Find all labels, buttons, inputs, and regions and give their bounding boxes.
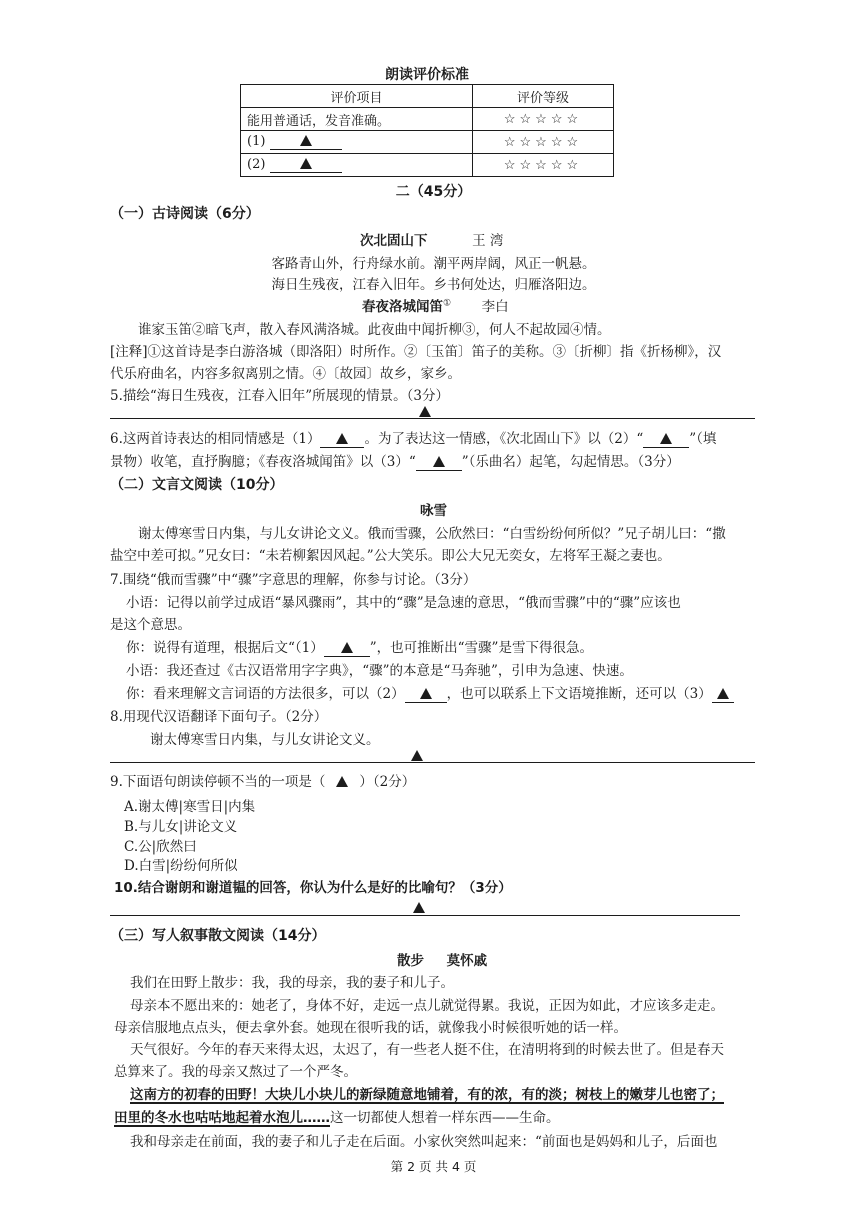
poem1-line-2: 海日生残夜，江春入旧年。乡书何处达，归雁洛阳边。 [271, 277, 596, 293]
eval-item-label: (2) [247, 157, 266, 172]
eval-table-title: 朗读评价标准 [385, 67, 469, 83]
part3-title: 散步 [397, 953, 424, 969]
part3-heading: （三）写人叙事散文阅读（14分） [110, 928, 326, 944]
header-item: 评价项目 [241, 85, 473, 108]
table-row [241, 85, 614, 108]
star-rating: ☆☆☆☆☆ [473, 154, 614, 177]
question-6-line-1 [110, 427, 716, 448]
notes-line-2: 代乐府曲名，内容多叙离别之情。④〔故园〕故乡，家乡。 [110, 366, 461, 382]
eval-item-2 [241, 154, 473, 177]
poem1-line-1: 客路青山外，行舟绿水前。潮平两岸阔，风正一帆悬。 [271, 256, 596, 272]
triangle-icon [420, 688, 432, 699]
q9-option-a: A.谢太傅|寒雪日|内集 [124, 799, 256, 815]
prose-paragraph-2-line-1: 母亲本不愿出来的：她老了，身体不好，走远一点儿就觉得累。我说，正因为如此，才应该多走走。 [130, 998, 724, 1014]
answer-blank[interactable] [270, 134, 342, 150]
notes-line-1: [注释]①这首诗是李白游洛城（即洛阳）时所作。②〔玉笛〕笛子的美称。③〔折柳〕指《折杨柳》，汉 [110, 344, 722, 360]
answer-blank[interactable] [270, 157, 342, 173]
table-row [241, 154, 614, 177]
triangle-icon [300, 135, 312, 146]
prose-paragraph-1: 我们在田野上散步：我，我的母亲，我的妻子和儿子。 [130, 975, 454, 991]
answer-line[interactable] [110, 762, 755, 763]
triangle-icon [411, 750, 423, 761]
prose-paragraph-4-line-2 [114, 1106, 560, 1126]
answer-blank[interactable] [416, 454, 462, 471]
eval-item-1 [241, 131, 473, 154]
q7-text: ，也可以联系上下文语境推断，还可以（3） [446, 686, 712, 702]
triangle-icon [433, 456, 445, 467]
q9-text: ）（2分） [359, 774, 416, 790]
triangle-icon [336, 776, 348, 787]
prose-paragraph-3-line-1: 天气很好。今年的春天来得太迟，太迟了，有一些老人挺不住，在清明将到的时候去世了。但是春天 [130, 1042, 724, 1058]
prose-text: 这一切都使人想着一样东西——生命。 [330, 1110, 560, 1126]
triangle-icon [300, 158, 312, 169]
q7-dialogue-1: 小语：记得以前学过成语“暴风骤雨”，其中的“骤”是急速的意思，“俄而雪骤”中的“骤”应该也 [126, 595, 681, 611]
triangle-icon [341, 642, 353, 653]
poem2-text: 谁家玉笛②暗飞声，散入春风满洛城。此夜曲中闻折柳③，何人不起故园④情。 [138, 322, 611, 338]
q8-sentence: 谢太傅寒雪日内集，与儿女讲论文义。 [150, 732, 380, 748]
section-title: 二（45分） [395, 184, 472, 200]
page-number: 第 2 页 共 4 页 [390, 1159, 477, 1174]
prose-paragraph-2-line-2: 母亲信服地点点头，便去拿外套。她现在很听我的话，就像我小时候很听她的话一样。 [114, 1020, 627, 1036]
answer-line[interactable] [110, 418, 755, 419]
prose-paragraph-5: 我和母亲走在前面，我的妻子和儿子走在后面。小家伙突然叫起来：“前面也是妈妈和儿子，后面也 [130, 1134, 718, 1150]
eval-item-label: (1) [247, 134, 266, 149]
question-5: 5.描绘“海日生残夜，江春入旧年”所展现的情景。（3分） [110, 388, 450, 404]
answer-blank[interactable] [320, 431, 364, 448]
poem2-author: 李白 [481, 299, 509, 315]
part3-author: 莫怀戚 [446, 953, 488, 969]
question-7: 7.围绕“俄而雪骤”中“骤”字意思的理解，你参与讨论。（3分） [110, 572, 477, 588]
q9-text: 9.下面语句朗读停顿不当的一项是（ [110, 774, 326, 790]
triangle-icon [717, 688, 729, 699]
q7-dialogue-4: 小语：我还查过《古汉语常用字字典》，“骤”的本意是“马奔驰”，引申为急速、快速。 [126, 663, 633, 679]
part2-title: 咏雪 [420, 503, 447, 519]
q7-text: 你：说得有道理，根据后文“（1） [126, 640, 324, 656]
q7-text: 你：看来理解文言词语的方法很多，可以（2） [126, 686, 405, 702]
q9-option-c: C.公|欣然曰 [124, 839, 197, 855]
q6-text-a: 6.这两首诗表达的相同情感是（1） [110, 431, 321, 447]
question-9 [110, 770, 415, 790]
triangle-icon [413, 902, 425, 913]
answer-blank[interactable] [405, 686, 447, 703]
prose-paragraph-3-line-2: 总算来了。我的母亲又熬过了一个严冬。 [114, 1064, 357, 1080]
answer-blank[interactable] [325, 774, 359, 790]
part2-heading: （二）文言文阅读（10分） [110, 477, 284, 493]
underlined-text: 田里的冬水也咕咕地起着水泡儿…… [114, 1110, 330, 1126]
q7-text: ”，也可推断出“雪骤”是雪下得很急。 [369, 640, 593, 656]
star-rating: ☆☆☆☆☆ [473, 108, 614, 131]
answer-blank[interactable] [712, 686, 734, 703]
answer-blank[interactable] [324, 640, 370, 657]
q6-text-b: 。为了表达这一情感，《次北固山下》以（2）“ [364, 431, 644, 447]
answer-line[interactable] [110, 915, 740, 916]
footnote-mark: ① [443, 298, 452, 309]
part3-title-line [397, 949, 487, 969]
answer-blank[interactable] [643, 431, 689, 448]
prose-paragraph-4-underlined: 这南方的初春的田野！大块儿小块儿的新绿随意地铺着，有的浓，有的淡；树枝上的嫩芽儿也密了； [130, 1087, 724, 1103]
question-8: 8.用现代汉语翻译下面句子。（2分） [110, 709, 328, 725]
q6-text-c: ”（填 [689, 431, 717, 447]
part2-text-line-1: 谢太傅寒雪日内集，与儿女讲论文义。俄而雪骤，公欣然曰：“白雪纷纷何所似？”兄子胡儿曰：“撒 [138, 526, 726, 542]
q7-dialogue-2: 是这个意思。 [110, 617, 191, 633]
table-row [241, 108, 614, 131]
q7-dialogue-5 [126, 682, 734, 703]
table-row [241, 131, 614, 154]
poem2-title-line [362, 295, 509, 315]
eval-table [240, 84, 614, 177]
question-6-line-2 [110, 450, 680, 471]
eval-item: 能用普通话，发音准确。 [241, 108, 473, 131]
q9-option-d: D.白雪|纷纷何所似 [124, 858, 238, 874]
triangle-icon [336, 433, 348, 444]
star-rating: ☆☆☆☆☆ [473, 131, 614, 154]
poem1-title: 次北固山下 [360, 233, 428, 249]
poem1-title-line [360, 229, 503, 249]
header-grade: 评价等级 [473, 85, 614, 108]
triangle-icon [419, 406, 431, 417]
q6-text-e: ”（乐曲名）起笔，勾起情思。（3分） [461, 454, 680, 470]
poem1-author: 王 湾 [472, 233, 504, 249]
q7-dialogue-3 [126, 636, 593, 657]
question-10: 10.结合谢朗和谢道韫的回答，你认为什么是好的比喻句？（3分） [114, 880, 512, 896]
part2-text-line-2: 盐空中差可拟。”兄女曰：“未若柳絮因风起。”公大笑乐。即公大兄无奕女，左将军王凝之妻也。 [110, 548, 671, 564]
q6-text-d: 景物）收笔，直抒胸臆；《春夜洛城闻笛》以（3）“ [110, 454, 416, 470]
part1-heading: （一）古诗阅读（6分） [110, 206, 260, 222]
q9-option-b: B.与儿女|讲论文义 [124, 819, 238, 835]
triangle-icon [660, 433, 672, 444]
poem2-title: 春夜洛城闻笛 [362, 299, 443, 315]
